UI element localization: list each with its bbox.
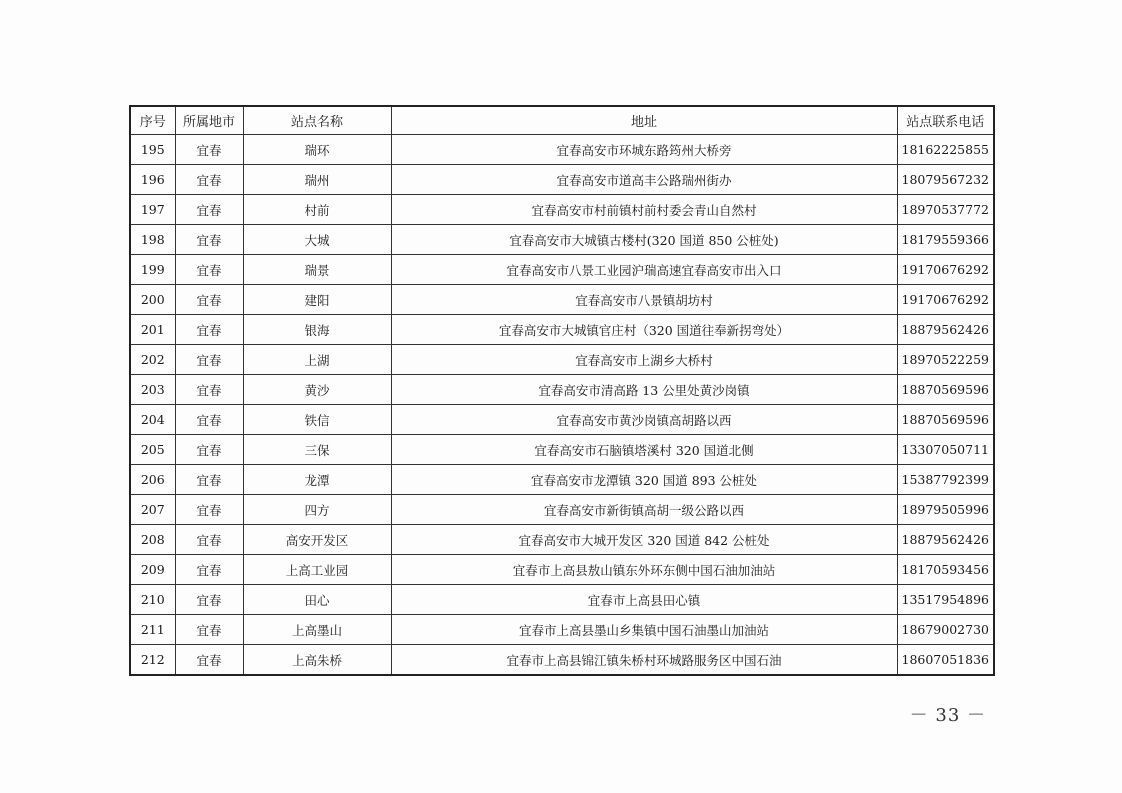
cell-station-name: 银海 [243,315,391,345]
header-city: 所属地市 [175,106,243,135]
table-row [130,225,994,255]
cell-address: 宜春高安市村前镇村前村委会青山自然村 [391,195,897,225]
header-phone: 站点联系电话 [897,106,994,135]
cell-city: 宜春 [175,405,243,435]
table-row [130,285,994,315]
header-address: 地址 [391,106,897,135]
header-station-name: 站点名称 [243,106,391,135]
cell-index: 207 [130,495,175,525]
cell-index: 212 [130,645,175,676]
cell-index: 208 [130,525,175,555]
cell-index: 197 [130,195,175,225]
cell-phone: 15387792399 [897,465,994,495]
cell-station-name: 高安开发区 [243,525,391,555]
cell-station-name: 上湖 [243,345,391,375]
cell-address: 宜春市上高县锦江镇朱桥村环城路服务区中国石油 [391,645,897,676]
cell-address: 宜春高安市石脑镇塔溪村 320 国道北侧 [391,435,897,465]
cell-station-name: 四方 [243,495,391,525]
cell-index: 199 [130,255,175,285]
cell-phone: 18162225855 [897,135,994,165]
cell-phone: 18179559366 [897,225,994,255]
table-row [130,165,994,195]
cell-phone: 13517954896 [897,585,994,615]
cell-city: 宜春 [175,435,243,465]
cell-station-name: 上高墨山 [243,615,391,645]
cell-city: 宜春 [175,315,243,345]
cell-city: 宜春 [175,645,243,676]
cell-index: 203 [130,375,175,405]
cell-station-name: 瑞环 [243,135,391,165]
cell-station-name: 建阳 [243,285,391,315]
cell-address: 宜春高安市清高路 13 公里处黄沙岗镇 [391,375,897,405]
cell-station-name: 大城 [243,225,391,255]
cell-index: 200 [130,285,175,315]
cell-address: 宜春市上高县墨山乡集镇中国石油墨山加油站 [391,615,897,645]
cell-station-name: 铁信 [243,405,391,435]
cell-address: 宜春高安市道高丰公路瑞州街办 [391,165,897,195]
cell-city: 宜春 [175,195,243,225]
cell-city: 宜春 [175,555,243,585]
cell-index: 211 [130,615,175,645]
cell-index: 195 [130,135,175,165]
cell-phone: 18870569596 [897,405,994,435]
table-row [130,405,994,435]
station-table [129,105,995,676]
cell-address: 宜春高安市大城镇古楼村(320 国道 850 公桩处) [391,225,897,255]
table-row [130,495,994,525]
cell-phone: 19170676292 [897,255,994,285]
cell-phone: 18607051836 [897,645,994,676]
cell-station-name: 上高工业园 [243,555,391,585]
cell-station-name: 黄沙 [243,375,391,405]
cell-address: 宜春高安市黄沙岗镇高胡路以西 [391,405,897,435]
cell-index: 209 [130,555,175,585]
table-row [130,435,994,465]
cell-address: 宜春市上高县敖山镇东外环东侧中国石油加油站 [391,555,897,585]
table-row [130,345,994,375]
cell-index: 201 [130,315,175,345]
cell-address: 宜春高安市八景镇胡坊村 [391,285,897,315]
cell-index: 206 [130,465,175,495]
cell-city: 宜春 [175,585,243,615]
cell-index: 196 [130,165,175,195]
cell-address: 宜春高安市八景工业园沪瑞高速宜春高安市出入口 [391,255,897,285]
cell-phone: 18970522259 [897,345,994,375]
cell-phone: 13307050711 [897,435,994,465]
cell-station-name: 三保 [243,435,391,465]
cell-phone: 18979505996 [897,495,994,525]
cell-station-name: 瑞州 [243,165,391,195]
cell-city: 宜春 [175,225,243,255]
table-row [130,645,994,676]
cell-address: 宜春高安市大城开发区 320 国道 842 公桩处 [391,525,897,555]
cell-index: 204 [130,405,175,435]
table-row [130,585,994,615]
cell-phone: 18170593456 [897,555,994,585]
cell-address: 宜春高安市上湖乡大桥村 [391,345,897,375]
cell-index: 210 [130,585,175,615]
cell-city: 宜春 [175,165,243,195]
cell-index: 205 [130,435,175,465]
table-header-row [130,106,994,135]
cell-city: 宜春 [175,465,243,495]
table-row [130,255,994,285]
header-index: 序号 [130,106,175,135]
cell-city: 宜春 [175,285,243,315]
cell-station-name: 田心 [243,585,391,615]
table-row [130,555,994,585]
cell-city: 宜春 [175,615,243,645]
cell-phone: 18879562426 [897,525,994,555]
table-row [130,525,994,555]
table-row [130,195,994,225]
cell-phone: 18079567232 [897,165,994,195]
page-number: － 33 － [909,705,986,726]
cell-city: 宜春 [175,255,243,285]
table-row [130,315,994,345]
cell-station-name: 上高朱桥 [243,645,391,676]
cell-city: 宜春 [175,495,243,525]
cell-phone: 18870569596 [897,375,994,405]
cell-address: 宜春市上高县田心镇 [391,585,897,615]
cell-address: 宜春高安市环城东路筠州大桥旁 [391,135,897,165]
cell-phone: 19170676292 [897,285,994,315]
cell-phone: 18970537772 [897,195,994,225]
cell-station-name: 龙潭 [243,465,391,495]
table-body [130,135,994,676]
cell-city: 宜春 [175,345,243,375]
cell-address: 宜春高安市大城镇官庄村（320 国道往奉新拐弯处） [391,315,897,345]
cell-city: 宜春 [175,135,243,165]
cell-address: 宜春高安市新街镇高胡一级公路以西 [391,495,897,525]
cell-address: 宜春高安市龙潭镇 320 国道 893 公桩处 [391,465,897,495]
table-row [130,375,994,405]
cell-index: 202 [130,345,175,375]
cell-station-name: 瑞景 [243,255,391,285]
table-row [130,135,994,165]
table-row [130,465,994,495]
cell-station-name: 村前 [243,195,391,225]
cell-index: 198 [130,225,175,255]
cell-city: 宜春 [175,525,243,555]
cell-city: 宜春 [175,375,243,405]
table-row [130,615,994,645]
cell-phone: 18879562426 [897,315,994,345]
cell-phone: 18679002730 [897,615,994,645]
